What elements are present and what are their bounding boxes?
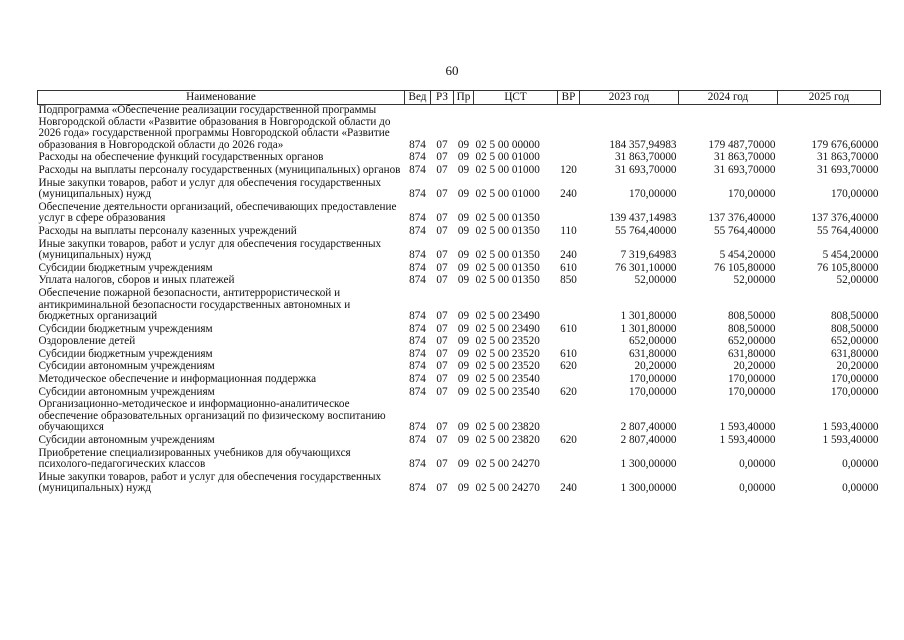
cell-cst: 02 5 00 23820: [475, 421, 540, 434]
cell-pr: 09: [457, 322, 470, 335]
cell-2025: 179 676,60000: [811, 138, 879, 151]
cell-name: Оздоровление детей: [38, 335, 136, 348]
cell-vr: [558, 105, 580, 153]
page-number: 60: [445, 63, 459, 78]
cell-name: Субсидии автономным учреждениям: [38, 360, 215, 373]
cell-name: Уплата налогов, сборов и иных платежей: [38, 274, 235, 287]
cell-rz: 07: [436, 482, 448, 495]
header-ved: Вед: [405, 91, 431, 105]
cell-2024: 652,00000: [727, 335, 776, 348]
cell-name: Расходы на выплаты персоналу казенных учреждений: [38, 224, 297, 237]
cell-vr: 240: [560, 249, 577, 262]
cell-2025: 170,00000: [830, 188, 879, 201]
cell-cst: 02 5 00 23520: [475, 347, 540, 360]
cell-ved: 874: [409, 212, 426, 225]
cell-ved: 874: [409, 188, 426, 201]
cell-rz: 07: [436, 261, 448, 274]
table-row: [38, 336, 881, 349]
cell-vr: 620: [560, 434, 577, 447]
cell-2024: 1 593,40000: [719, 421, 776, 434]
cell-name: Расходы на обеспечение функций государственных органов: [38, 151, 324, 164]
cell-pr: 09: [457, 360, 470, 373]
table-row: [38, 202, 881, 226]
cell-vr: [558, 448, 580, 472]
cell-cst: 02 5 00 01350: [475, 274, 540, 287]
cell-2023: 2 807,40000: [620, 434, 677, 447]
cell-2023: 1 301,80000: [620, 322, 677, 335]
cell-pr: 09: [457, 138, 470, 151]
cell-2023: 170,00000: [628, 188, 677, 201]
header-2024: 2024 год: [679, 91, 778, 105]
cell-pr: 09: [457, 373, 470, 386]
cell-pr: 09: [457, 458, 470, 471]
cell-2025: 808,50000: [830, 322, 879, 335]
cell-2023: 184 357,94983: [609, 138, 677, 151]
cell-2023: 7 319,64983: [620, 249, 677, 262]
cell-cst: 02 5 00 23490: [475, 322, 540, 335]
cell-vr: [558, 288, 580, 324]
table-row: [38, 178, 881, 202]
cell-rz: 07: [436, 434, 448, 447]
cell-ved: 874: [409, 373, 426, 386]
cell-name: Субсидии бюджетным учреждениям: [38, 347, 213, 360]
budget-table: [37, 90, 881, 496]
cell-2023: 55 764,40000: [614, 224, 677, 237]
cell-2024: 5 454,20000: [719, 249, 776, 262]
cell-2025: 1 593,40000: [822, 421, 879, 434]
cell-cst: 02 5 00 01350: [475, 224, 540, 237]
cell-ved: 874: [409, 310, 426, 323]
cell-rz: 07: [436, 421, 448, 434]
cell-ved: 874: [409, 224, 426, 237]
cell-2023: 170,00000: [628, 373, 677, 386]
cell-cst: 02 5 00 01000: [475, 151, 540, 164]
cell-2025: 20,20000: [836, 360, 879, 373]
table-row: [38, 226, 881, 239]
cell-rz: 07: [436, 188, 448, 201]
table-row: [38, 399, 881, 435]
cell-2025: 170,00000: [830, 373, 879, 386]
cell-name: Субсидии бюджетным учреждениям: [38, 322, 213, 335]
header-rz: РЗ: [431, 91, 454, 105]
cell-vr: [558, 374, 580, 387]
cell-2024: 808,50000: [727, 310, 776, 323]
cell-rz: 07: [436, 347, 448, 360]
cell-pr: 09: [457, 261, 470, 274]
cell-pr: 09: [457, 212, 470, 225]
cell-2023: 1 300,00000: [620, 458, 677, 471]
cell-vr: 610: [560, 322, 577, 335]
cell-ved: 874: [409, 138, 426, 151]
cell-pr: 09: [457, 335, 470, 348]
cell-name: Методическое обеспечение и информационная поддержка: [38, 373, 317, 386]
cell-2023: 2 807,40000: [620, 421, 677, 434]
cell-2024: 137 376,40000: [708, 212, 776, 225]
table-row: [38, 165, 881, 178]
cell-ved: 874: [409, 347, 426, 360]
cell-2025: 0,00000: [842, 482, 879, 495]
cell-pr: 09: [457, 434, 470, 447]
cell-2025: 31 863,70000: [816, 151, 879, 164]
table-row: [38, 435, 881, 448]
table-row: [38, 472, 881, 496]
cell-ved: 874: [409, 274, 426, 287]
cell-rz: 07: [436, 151, 448, 164]
cell-rz: 07: [436, 249, 448, 262]
table-row: [38, 448, 881, 472]
cell-2025: 31 693,70000: [816, 163, 879, 176]
cell-name: Субсидии бюджетным учреждениям: [38, 261, 213, 274]
cell-name: Иные закупки товаров, работ и услуг для обеспечения государственных (муниципальных) нужд: [38, 470, 382, 495]
table-row: [38, 105, 881, 153]
cell-ved: 874: [409, 434, 426, 447]
cell-ved: 874: [409, 421, 426, 434]
cell-2024: 20,20000: [733, 360, 776, 373]
cell-cst: 02 5 00 23490: [475, 310, 540, 323]
cell-vr: 240: [560, 188, 577, 201]
cell-2023: 631,80000: [628, 347, 677, 360]
cell-name: Обеспечение деятельности организаций, обеспечивающих предоставление услуг в сфере образования: [38, 200, 397, 225]
cell-name: Подпрограмма «Обеспечение реализации государственной программы Новгородской области «Развитие образования в Новгородской области до 2026 года» государственной программы Новгородской области «Развитие образования в Новгородской области до 2026 года»: [38, 104, 391, 151]
cell-ved: 874: [409, 163, 426, 176]
header-2023: 2023 год: [580, 91, 679, 105]
cell-name: Иные закупки товаров, работ и услуг для обеспечения государственных (муниципальных) нужд: [38, 237, 382, 262]
cell-ved: 874: [409, 261, 426, 274]
cell-2025: 0,00000: [842, 458, 879, 471]
cell-2024: 76 105,80000: [713, 261, 776, 274]
cell-vr: 110: [560, 224, 577, 237]
cell-2023: 31 693,70000: [614, 163, 677, 176]
table-row: [38, 288, 881, 324]
cell-pr: 09: [457, 347, 470, 360]
cell-cst: 02 5 00 01000: [475, 188, 540, 201]
cell-vr: [558, 399, 580, 435]
header-name: Наименование: [38, 91, 405, 105]
cell-ved: 874: [409, 360, 426, 373]
cell-cst: 02 5 00 23520: [475, 360, 540, 373]
cell-2023: 76 301,10000: [614, 261, 677, 274]
cell-cst: 02 5 00 24270: [475, 458, 540, 471]
cell-vr: 620: [560, 360, 577, 373]
cell-rz: 07: [436, 224, 448, 237]
cell-name: Иные закупки товаров, работ и услуг для обеспечения государственных (муниципальных) нужд: [38, 176, 382, 201]
cell-vr: 620: [560, 385, 577, 398]
table-row: [38, 239, 881, 263]
cell-cst: 02 5 00 23540: [475, 385, 540, 398]
cell-2024: 31 863,70000: [713, 151, 776, 164]
cell-rz: 07: [436, 360, 448, 373]
cell-cst: 02 5 00 23540: [475, 373, 540, 386]
cell-vr: 850: [560, 274, 577, 287]
cell-2024: 170,00000: [727, 373, 776, 386]
cell-rz: 07: [436, 322, 448, 335]
cell-rz: 07: [436, 274, 448, 287]
cell-cst: 02 5 00 00000: [475, 138, 540, 151]
cell-ved: 874: [409, 322, 426, 335]
cell-2025: 52,00000: [836, 274, 879, 287]
cell-rz: 07: [436, 310, 448, 323]
cell-2024: 52,00000: [733, 274, 776, 287]
table-row: [38, 374, 881, 387]
cell-ved: 874: [409, 482, 426, 495]
cell-2023: 52,00000: [634, 274, 677, 287]
cell-2024: 170,00000: [727, 385, 776, 398]
cell-cst: 02 5 00 24270: [475, 482, 540, 495]
cell-rz: 07: [436, 385, 448, 398]
table-body: [38, 105, 881, 497]
cell-cst: 02 5 00 23820: [475, 434, 540, 447]
header-2025: 2025 год: [778, 91, 881, 105]
cell-2023: 1 300,00000: [620, 482, 677, 495]
cell-vr: [558, 336, 580, 349]
cell-name: Субсидии автономным учреждениям: [38, 434, 215, 447]
cell-vr: 610: [560, 347, 577, 360]
cell-2025: 170,00000: [830, 385, 879, 398]
cell-ved: 874: [409, 458, 426, 471]
cell-2023: 20,20000: [634, 360, 677, 373]
cell-pr: 09: [457, 163, 470, 176]
cell-2024: 179 487,70000: [708, 138, 776, 151]
cell-2024: 55 764,40000: [713, 224, 776, 237]
cell-2023: 1 301,80000: [620, 310, 677, 323]
cell-2024: 0,00000: [739, 458, 776, 471]
cell-name: Приобретение специализированных учебников для обучающихся психолого-педагогических классов: [38, 446, 351, 471]
cell-rz: 07: [436, 373, 448, 386]
cell-pr: 09: [457, 310, 470, 323]
cell-rz: 07: [436, 163, 448, 176]
cell-2024: 1 593,40000: [719, 434, 776, 447]
cell-2025: 808,50000: [830, 310, 879, 323]
header-cst: ЦСТ: [474, 91, 558, 105]
cell-2025: 76 105,80000: [816, 261, 879, 274]
cell-cst: 02 5 00 23520: [475, 335, 540, 348]
cell-vr: 610: [560, 261, 577, 274]
cell-2025: 652,00000: [830, 335, 879, 348]
cell-2024: 631,80000: [727, 347, 776, 360]
cell-pr: 09: [457, 482, 470, 495]
cell-pr: 09: [457, 151, 470, 164]
cell-cst: 02 5 00 01350: [475, 261, 540, 274]
cell-pr: 09: [457, 224, 470, 237]
cell-2025: 631,80000: [830, 347, 879, 360]
cell-2024: 31 693,70000: [713, 163, 776, 176]
header-row: [38, 91, 881, 105]
cell-pr: 09: [457, 421, 470, 434]
cell-2023: 652,00000: [628, 335, 677, 348]
cell-vr: 120: [560, 163, 577, 176]
cell-ved: 874: [409, 385, 426, 398]
cell-rz: 07: [436, 138, 448, 151]
cell-pr: 09: [457, 274, 470, 287]
cell-2023: 170,00000: [628, 385, 677, 398]
cell-name: Обеспечение пожарной безопасности, антитеррористической и антикриминальной безопасности государственных автономных и бюджетных организаций: [38, 286, 351, 323]
cell-rz: 07: [436, 212, 448, 225]
cell-pr: 09: [457, 385, 470, 398]
cell-pr: 09: [457, 188, 470, 201]
cell-ved: 874: [409, 335, 426, 348]
cell-ved: 874: [409, 151, 426, 164]
cell-cst: 02 5 00 01000: [475, 163, 540, 176]
header-pr: Пр: [454, 91, 474, 105]
cell-cst: 02 5 00 01350: [475, 249, 540, 262]
cell-2024: 808,50000: [727, 322, 776, 335]
cell-name: Расходы на выплаты персоналу государственных (муниципальных) органов: [38, 163, 401, 176]
cell-vr: [558, 202, 580, 226]
cell-2025: 137 376,40000: [811, 212, 879, 225]
table-header: [38, 91, 881, 105]
cell-ved: 874: [409, 249, 426, 262]
cell-name: Субсидии автономным учреждениям: [38, 385, 215, 398]
cell-vr: 240: [560, 482, 577, 495]
cell-2024: 0,00000: [739, 482, 776, 495]
cell-2023: 139 437,14983: [609, 212, 677, 225]
cell-2025: 5 454,20000: [822, 249, 879, 262]
cell-name: Организационно-методическое и информационно-аналитическое обеспечение образовательных организаций по физическому воспитанию обучающихся: [38, 398, 386, 434]
cell-2024: 170,00000: [727, 188, 776, 201]
cell-2025: 55 764,40000: [816, 224, 879, 237]
cell-cst: 02 5 00 01350: [475, 212, 540, 225]
cell-pr: 09: [457, 249, 470, 262]
cell-rz: 07: [436, 335, 448, 348]
cell-2025: 1 593,40000: [822, 434, 879, 447]
header-vr: ВР: [558, 91, 580, 105]
cell-2023: 31 863,70000: [614, 151, 677, 164]
cell-rz: 07: [436, 458, 448, 471]
